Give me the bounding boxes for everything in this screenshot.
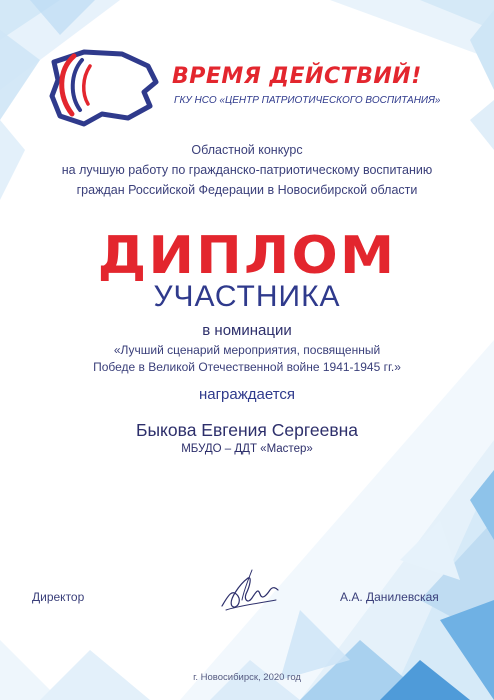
nomination-text (0, 342, 494, 376)
brand-subtitle: ГКУ НСО «ЦЕНТР ПАТРИОТИЧЕСКОГО ВОСПИТАНИЯ» (174, 95, 441, 106)
diploma-subtitle: УЧАСТНИКА (153, 280, 341, 313)
recipient-organization: МБУДО – ДДТ «Мастер» (181, 443, 313, 455)
contest-line-1: Областной конкурс (191, 143, 303, 157)
bottom-left-triangles (0, 640, 150, 700)
organization-logo (44, 44, 164, 130)
nomination-line-1: «Лучший сценарий мероприятия, посвященный (113, 343, 381, 357)
director-title: Директор (32, 590, 85, 604)
awarded-label: награждается (198, 386, 296, 403)
diploma-title: ДИПЛОМ (97, 226, 397, 286)
signature (218, 566, 282, 616)
contest-line-2: на лучшую работу по гражданско-патриотическому воспитанию (61, 163, 433, 177)
nomination-line-2: Победе в Великой Отечественной войне 1941-1945 гг.» (93, 360, 401, 374)
contest-description (0, 140, 494, 200)
director-name: А.А. Данилевская (340, 590, 439, 604)
recipient-name: Быкова Евгения Сергеевна (135, 420, 359, 440)
footer-place-date: г. Новосибирск, 2020 год (193, 672, 301, 683)
nomination-label: в номинации (202, 322, 292, 339)
contest-line-3: граждан Российской Федерации в Новосибирской области (76, 183, 418, 197)
brand-title: ВРЕМЯ ДЕЙСТВИЙ! (172, 64, 422, 89)
